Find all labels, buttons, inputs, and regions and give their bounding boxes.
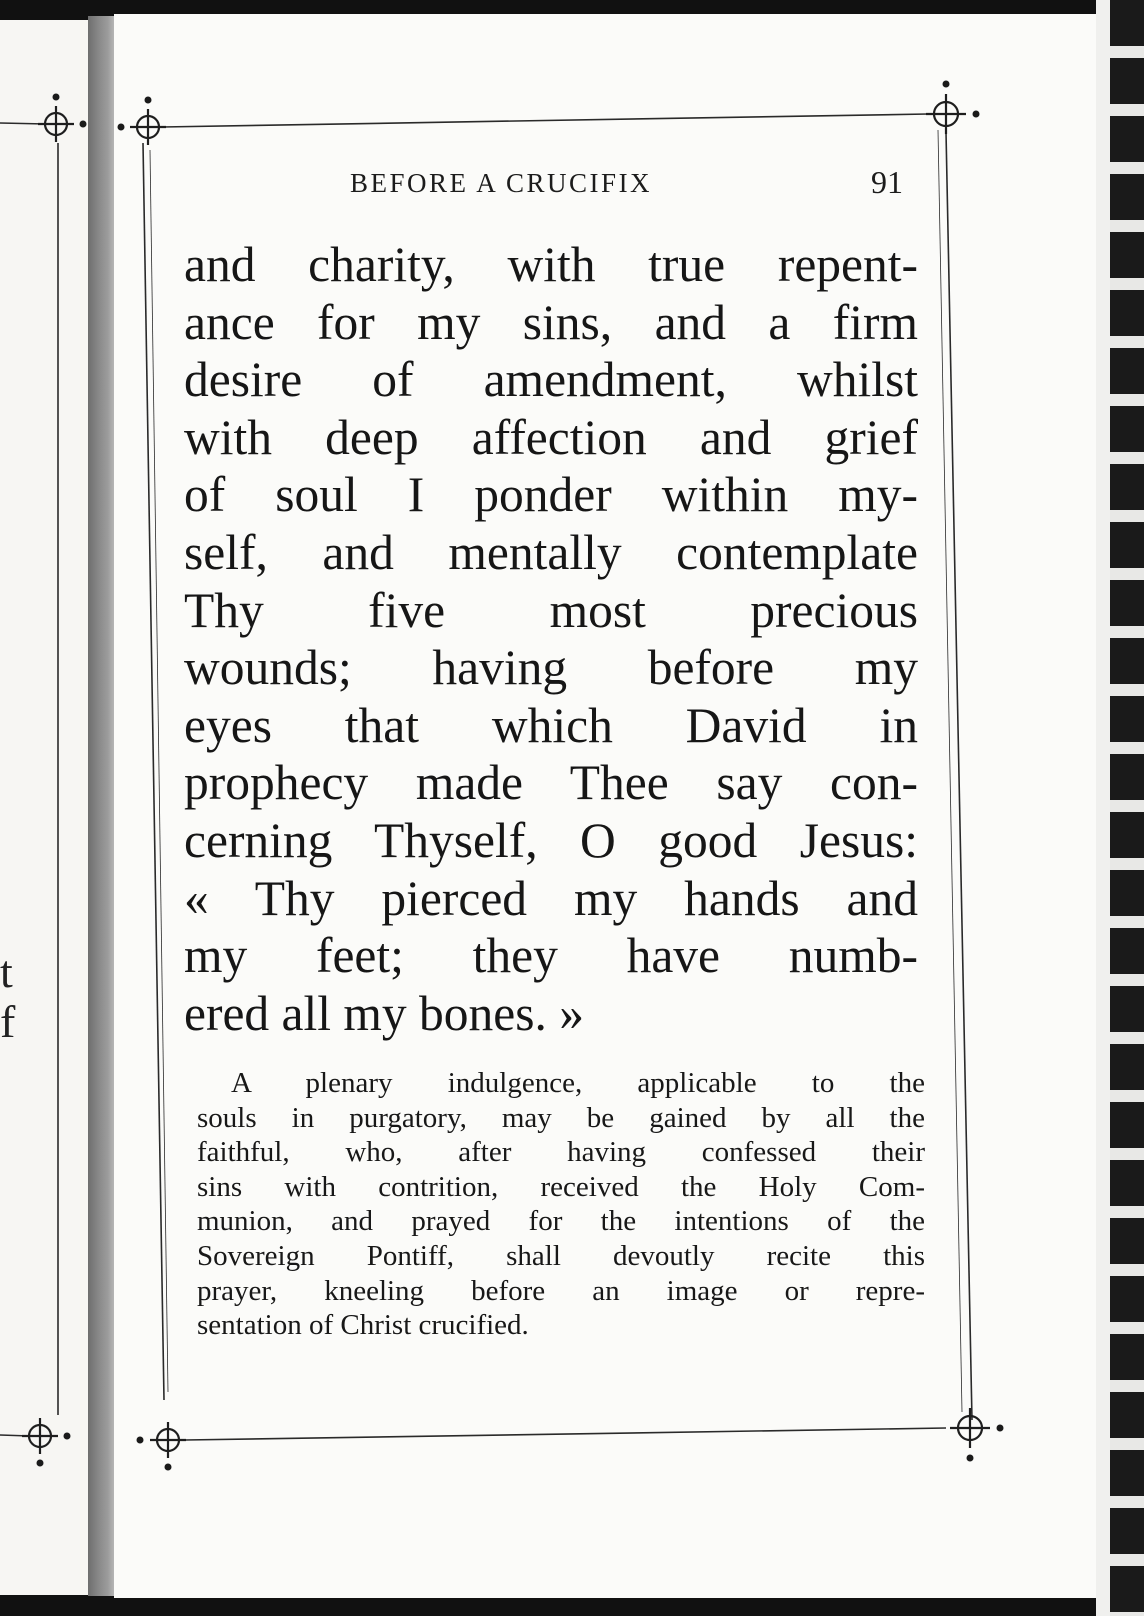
text-line: ered all my bones. » [184, 985, 585, 1041]
text-line: desire of amendment, whilst [184, 352, 918, 408]
running-head [190, 166, 905, 206]
note-line: souls in purgatory, may be gained by all the [197, 1101, 925, 1134]
indulgence-note [197, 1066, 925, 1343]
note-line: Sovereign Pontiff, shall devoutly recite this [197, 1239, 925, 1272]
text-line: Thy five most precious [184, 582, 918, 638]
text-line: and charity, with true repent- [184, 237, 918, 292]
text-line: eyes that which David in [184, 697, 918, 753]
text-line: ance for my sins, and a firm [184, 294, 918, 350]
text-line: wounds; having before my [184, 640, 918, 696]
prayer-text [184, 236, 918, 1042]
text-line: my feet; they have numb- [184, 928, 918, 984]
text-line: prophecy made Thee say con- [184, 755, 918, 811]
page-number: 91 [871, 164, 903, 200]
text-line: self, and mentally contemplate [184, 524, 918, 580]
note-line: faithful, who, after having confessed their [197, 1136, 925, 1169]
text-line: cerning Thyself, O good Jesus: [184, 812, 918, 868]
text-line: « Thy pierced my hands and [184, 870, 918, 926]
prev-page-fragment: t [0, 946, 13, 997]
note-line: sentation of Christ crucified. [197, 1309, 529, 1342]
text-line: of soul I ponder within my- [184, 467, 918, 523]
note-line: prayer, kneeling before an image or repre- [197, 1274, 925, 1307]
note-line: sins with contrition, received the Holy Com- [197, 1170, 925, 1203]
prev-page-fragment: f [0, 996, 16, 1047]
note-line: A plenary indulgence, applicable to the [231, 1067, 925, 1099]
running-title: BEFORE A CRUCIFIX [350, 168, 653, 198]
text-line: with deep affection and grief [184, 409, 918, 465]
note-line: munion, and prayed for the intentions of the [197, 1205, 925, 1238]
